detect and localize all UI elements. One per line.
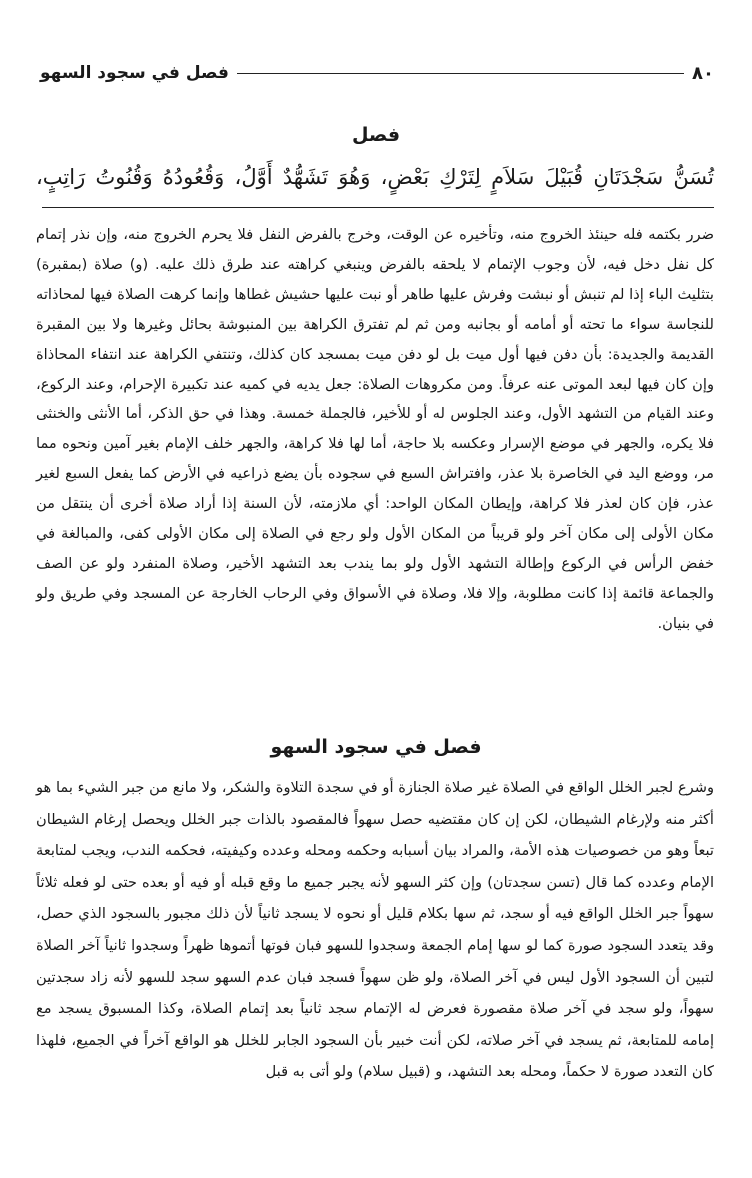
section-heading: فصل (351, 124, 401, 146)
chapter-paragraph: وشرع لجبر الخلل الواقع في الصلاة غير صلاة الجنازة أو في سجدة التلاوة والشكر، ولا مانع من جبر الشيء بما هو أكثر منه ولإرغام الشيطان، لكن إن كان مقتضيه حصل سهواً فالمقصود بالذات جبر الخلل ويحصل إرغام الشيطان تبعاً وهو من خصوصيات هذه الأمة، والمراد بيان أسبابه وحكمه ومحله وعدده وكيفيته، فحكمه الندب، ويجب لمتابعة الإمام وعدده كما قال (تسن سجدتان) وإن كثر السهو لأنه يجبر جميع ما وقع قبله أو فيه أو بعده حتى لو فعله ثلاثاً سهواً جبر الخلل الواقع فيه أو سجد، ثم سها بكلام قليل أو نحوه لا يسجد ثانياً لأن ذلك مجبور بالسجود الذي حصل، وقد يتعدد السجود صورة كما لو سها إمام الجمعة وسجدوا للسهو فبان فوتها أتموها ظهراً وسجدوا ثانياً آخر الصلاة لتبين أن السجود الأول ليس في آخر الصلاة، ولو ظن سهواً فسجد فبان عدم السهو سجد للسهو لأنه زاد سجدتين سهواً، ولو سجد في آخر صلاة مقصورة فعرض له الإتمام سجد ثانياً بعد إتمام الصلاة، وكذا المسبوق يسجد مع إمامه للمتابعة، ثم يسجد في آخر صلاته، لكن أنت خبير بأن السجود الجابر للخلل هو الواقع آخراً في الجميع، فلهذا كان التعدد صورة لا حكماً، ومحله بعد التشهد، و (قبيل سلام) ولو أتى به قبل (36, 779, 714, 1081)
running-header (40, 58, 714, 88)
header-rule (237, 73, 684, 74)
matn-divider-rule (42, 207, 714, 208)
matn-text: تُسَنُّ سَجْدَتَانِ قُبَيْلَ سَلاَمٍ لِتَرْكِ بَعْضٍ، وَهُوَ تَشَهُّدٌ أَوَّلُ، وَقُعُودُهُ وَقُنُوتُ رَاتِبٍ، (36, 165, 714, 189)
running-title: فصل في سجود السهو (40, 63, 229, 83)
commentary-paragraph: ضرر بكتمه فله حينئذ الخروج منه، وتأخيره عن الوقت، وخرج بالفرض النفل فلا يحرم الخروج منه، وإن نذر إتمام كل نفل دخل فيه، لأن وجوب الإتمام لا يلحقه بالفرض وينبغي كراهته عند طرق ذلك عليه. (و) صلاة (بمقبرة) بتثليث الباء إذا لم تنبش أو نبشت وفرش عليها طاهر أو نبت عليها حشيش غطاها وإنما كرهت الصلاة فيها لمحاذاته للنجاسة سواء ما تحته أو أمامه أو بجانبه ومن ثم لم تفترق الكراهة بين المنبوشة بحائل وغيرها ولا بين المقبرة القديمة والجديدة: بأن دفن فيها أول ميت بل لو دفن ميت بمسجد كان كذلك، وتنتفي الكراهة عند انتفاء المحاذاة وإن كان فيها لبعد الموتى عنه عرفاً. ومن مكروهات الصلاة: جعل يديه في كميه عند تكبيرة الإحرام، وعند الركوع، وعند القيام من التشهد الأول، وعند الجلوس له أو للأخير، فالجملة خمسة. وهذا في حق الذكر، أما الأنثى والخنثى فلا يكره، والجهر في موضع الإسرار وعكسه بلا حاجة، أما لها فلا كراهة، والجهر خلف الإمام بغير آمين ونحوه مما مر، ووضع اليد في الخاصرة بلا عذر، وافتراش السبع في سجوده بأن يضع ذراعيه في الأرض كما يفعل السبع لغير عذر، فإن كان لعذر فلا كراهة، وإيطان المكان الواحد: أي ملازمته، لأن السنة إذا أراد صلاة أخرى أن ينتقل من مكان الأولى إلى مكان آخر ولو قريباً من المكان الأول ولو رجع في الصلاة إلى مكان الأولى كفى، والمبالغة في خفض الرأس في الركوع وإطالة التشهد الأول ولو بما يندب بعد التشهد الأخير، وصلاة المنفرد ولو عن الصف والجماعة قائمة إذا كانت مطلوبة، وإلا فلا، وصلاة في الأسواق وفي الرحاب الخارجة عن المسجد وفي طريق ولو في بنيان. (36, 226, 714, 632)
chapter-heading: فصل في سجود السهو (270, 736, 482, 758)
page-number: ٨٠ (692, 62, 714, 84)
